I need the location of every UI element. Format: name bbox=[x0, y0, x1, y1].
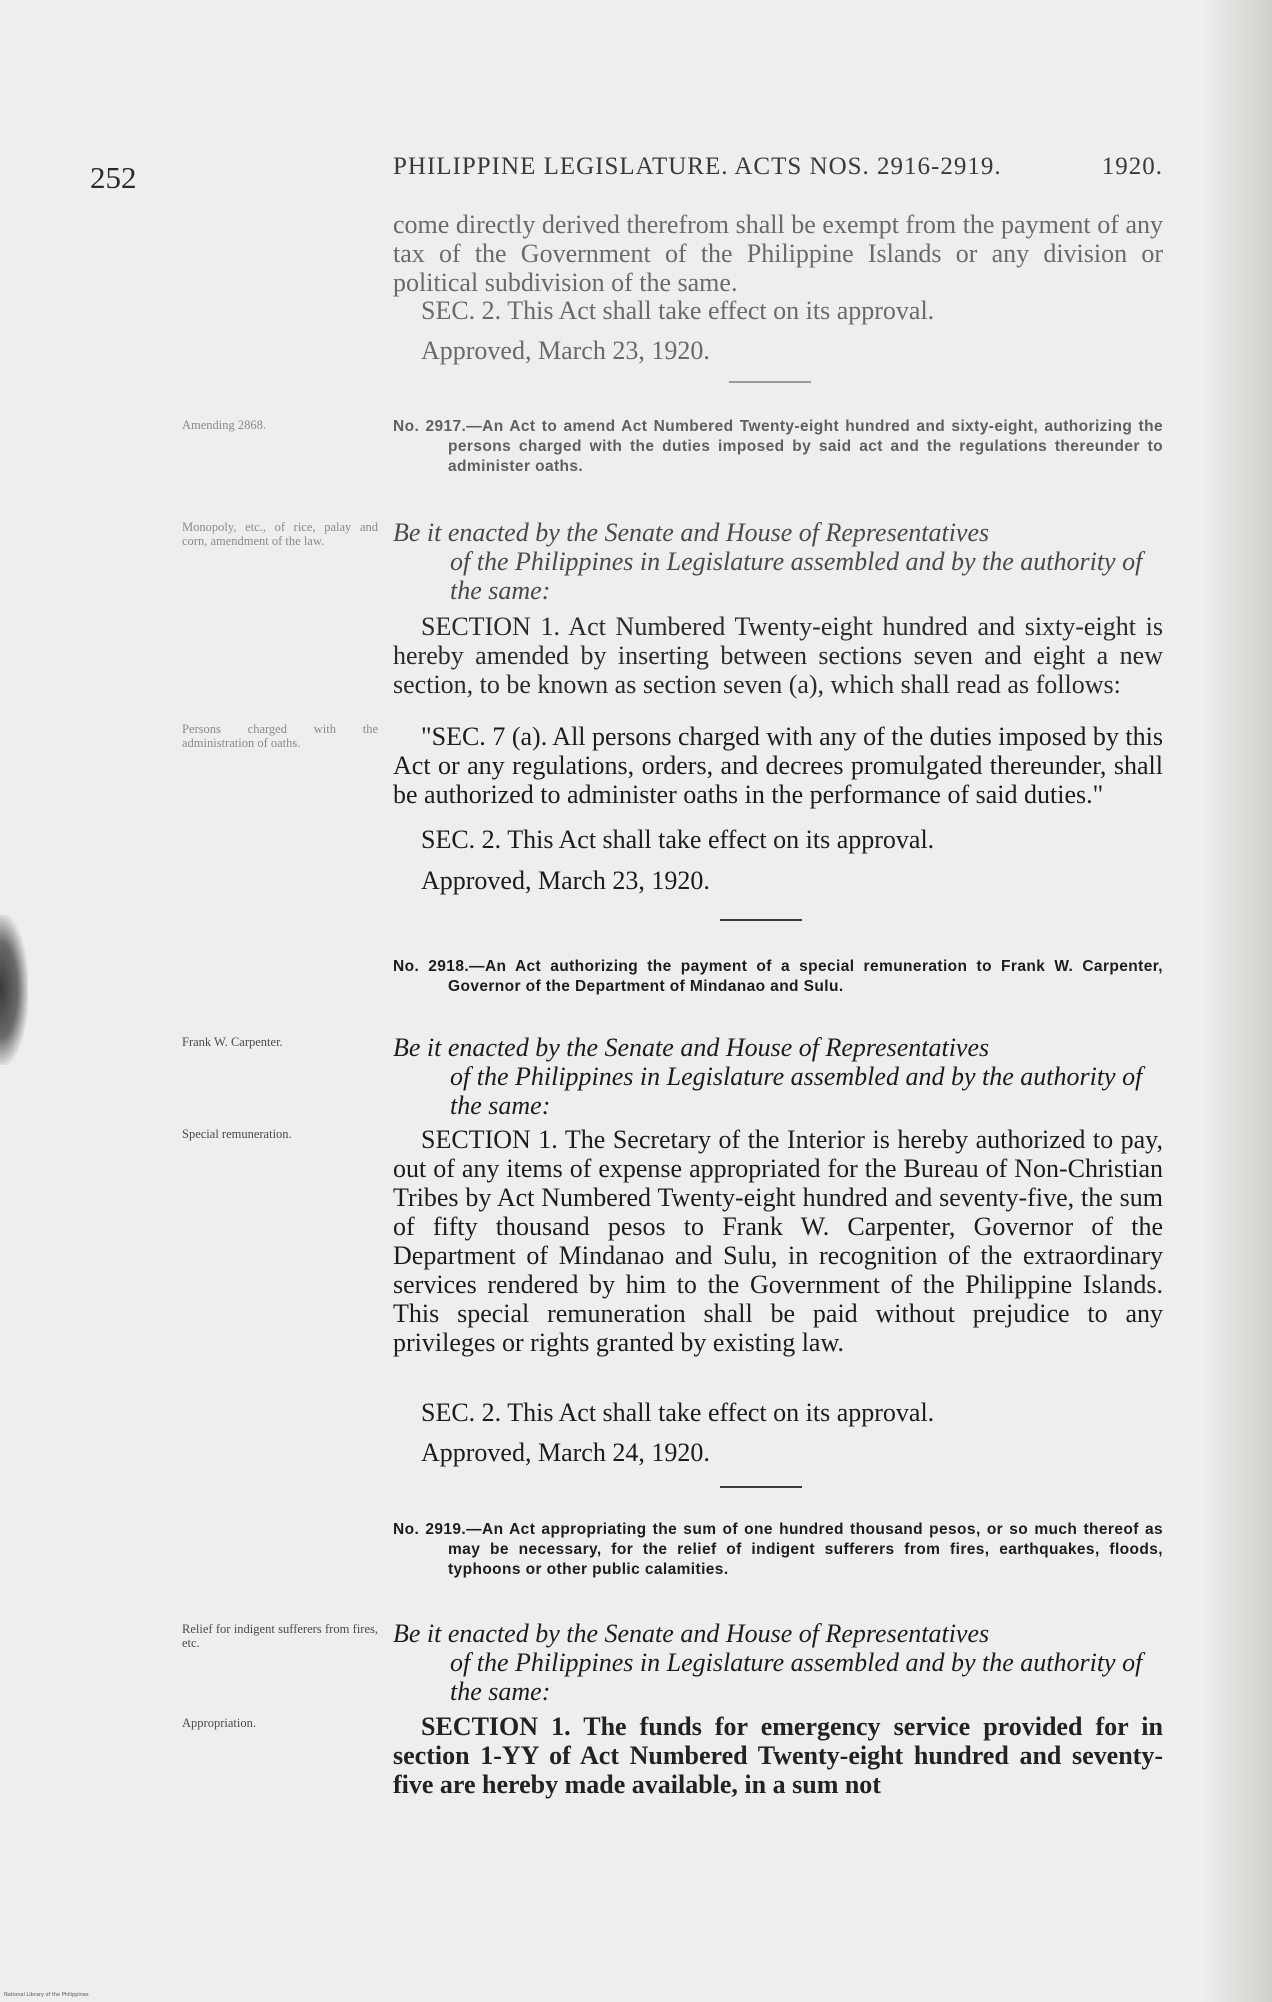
act-2918-approved: Approved, March 24, 1920. bbox=[421, 1438, 710, 1467]
act-2918-enact-rest: of the Philippines in Legislature assembled and by the authority of the same: bbox=[450, 1062, 1143, 1120]
act-2919-title bbox=[393, 1520, 1163, 1580]
act-2919-enacting-clause bbox=[393, 1619, 1163, 1706]
act-2917-enact-rest: of the Philippines in Legislature assembled and by the authority of the same: bbox=[450, 547, 1143, 605]
margin-note-appropriation: Appropriation. bbox=[182, 1716, 256, 1730]
margin-note-carpenter: Frank W. Carpenter. bbox=[182, 1035, 283, 1049]
act-2917-enacting-clause bbox=[393, 518, 1163, 605]
section-divider bbox=[720, 919, 802, 921]
act-2917-title bbox=[393, 417, 1163, 477]
act-2916-continuation: come directly derived therefrom shall be exempt from the payment of any tax of the Government of the Philippine Islands or any division or political subdivision of the same. bbox=[393, 210, 1163, 297]
page-number: 252 bbox=[90, 160, 137, 195]
scan-artifact bbox=[0, 915, 28, 1065]
act-2919-enact-rest: of the Philippines in Legislature assembled and by the authority of the same: bbox=[450, 1648, 1143, 1706]
margin-note-monopoly: Monopoly, etc., of rice, palay and corn, amendment of the law. bbox=[182, 520, 378, 548]
act-2917-approved: Approved, March 23, 1920. bbox=[421, 866, 710, 895]
running-head-title: PHILIPPINE LEGISLATURE. ACTS NOS. 2916-2919. bbox=[393, 153, 1002, 180]
act-2918-title-text: No. 2918.—An Act authorizing the payment of a special remuneration to Frank W. Carpenter, Governor of the Department of Mindanao and Sulu. bbox=[393, 958, 1163, 995]
act-2919-title-text: No. 2919.—An Act appropriating the sum of one hundred thousand pesos, or so much thereof as may be necessary, for the relief of indigent sufferers from fires, earthquakes, floods, typhoons or other public calamities. bbox=[393, 1521, 1163, 1578]
margin-note-oaths: Persons charged with the administration of oaths. bbox=[182, 722, 378, 750]
running-head-year: 1920. bbox=[1101, 153, 1163, 180]
section-divider bbox=[729, 381, 811, 383]
act-2916-sec2: SEC. 2. This Act shall take effect on its approval. bbox=[421, 296, 935, 325]
act-2917-enact-line1: Be it enacted by the Senate and House of Representatives bbox=[393, 518, 990, 547]
act-2919-enact-line1: Be it enacted by the Senate and House of Representatives bbox=[393, 1619, 990, 1648]
act-2917-sec7a: "SEC. 7 (a). All persons charged with any of the duties imposed by this Act or any regulations, orders, and decrees promulgated thereunder, shall be authorized to administer oaths in the performance of said duties." bbox=[393, 722, 1163, 809]
act-2917-section1: SECTION 1. Act Numbered Twenty-eight hundred and sixty-eight is hereby amended by inserting between sections seven and eight a new section, to be known as section seven (a), which shall read as follows: bbox=[393, 612, 1163, 699]
act-2917-title-text: No. 2917.—An Act to amend Act Numbered Twenty-eight hundred and sixty-eight, authorizing the persons charged with the duties imposed by said act and the regulations thereunder to administer oaths. bbox=[393, 418, 1163, 475]
act-2918-enacting-clause bbox=[393, 1033, 1163, 1120]
margin-note-amending: Amending 2868. bbox=[182, 418, 267, 432]
running-head bbox=[393, 153, 1163, 181]
act-2918-title bbox=[393, 957, 1163, 997]
act-2918-sec2: SEC. 2. This Act shall take effect on its approval. bbox=[421, 1398, 935, 1427]
act-2919-section1: SECTION 1. The funds for emergency service provided for in section 1-YY of Act Numbered Twenty-eight hundred and seventy-five are hereby made available, in a sum not bbox=[393, 1712, 1163, 1799]
act-2918-enact-line1: Be it enacted by the Senate and House of Representatives bbox=[393, 1033, 990, 1062]
act-2917-sec2: SEC. 2. This Act shall take effect on its approval. bbox=[421, 825, 935, 854]
act-2916-approved: Approved, March 23, 1920. bbox=[421, 336, 710, 365]
margin-note-relief: Relief for indigent sufferers from fires, etc. bbox=[182, 1622, 378, 1650]
page-edge-shadow bbox=[1202, 0, 1272, 2002]
footer-credit: National Library of the Philippines bbox=[4, 1992, 89, 1998]
act-2918-section1: SECTION 1. The Secretary of the Interior is hereby authorized to pay, out of any items of expense appropriated for the Bureau of Non-Christian Tribes by Act Numbered Twenty-eight hundred and seventy-five, the sum of fifty thousand pesos to Frank W. Carpenter, Governor of the Department of Mindanao and Sulu, in recognition of the extraordinary services rendered by him to the Government of the Philippine Islands. This special remuneration shall be paid without prejudice to any privileges or rights granted by existing law. bbox=[393, 1125, 1163, 1357]
margin-note-special-remuneration: Special remuneration. bbox=[182, 1127, 292, 1141]
section-divider bbox=[720, 1486, 802, 1488]
